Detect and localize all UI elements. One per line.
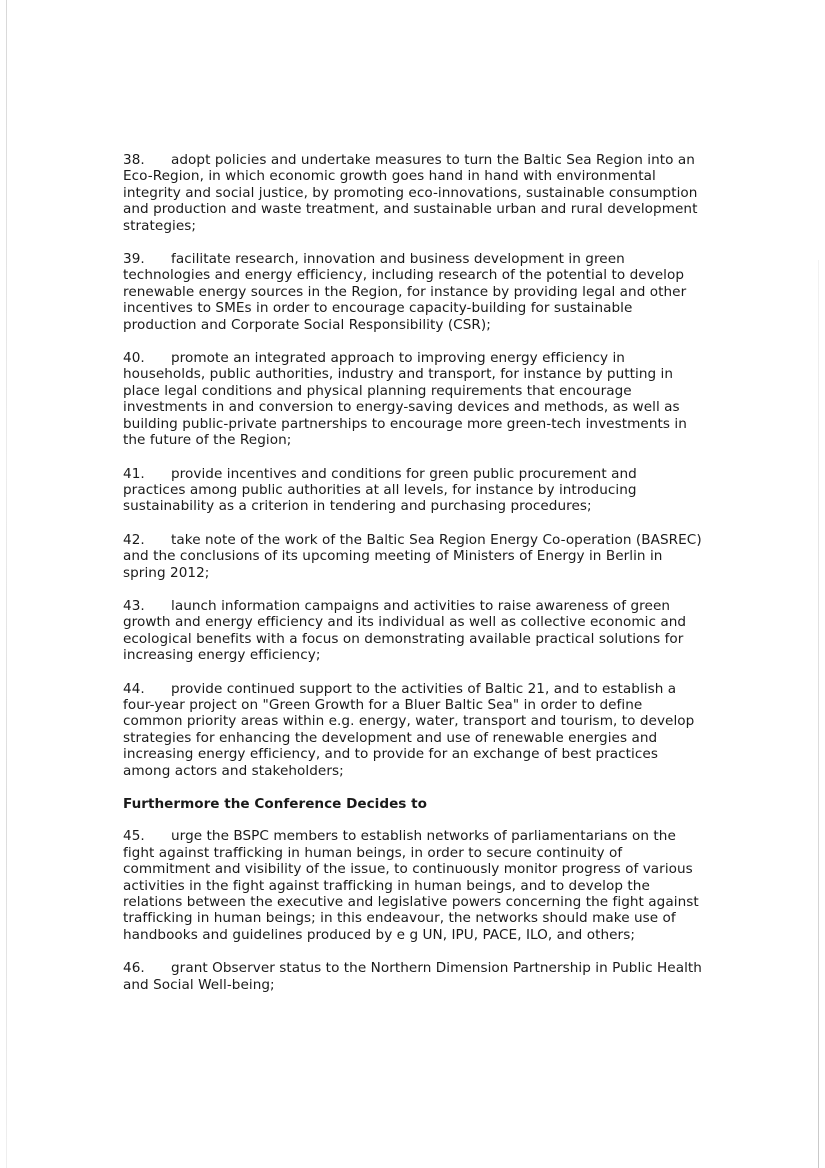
paragraph-text: grant Observer status to the Northern Dimension Partnership in Public Health and Social Well-being; [123,960,702,993]
paragraph-45 [123,828,703,943]
paragraph-43 [123,598,703,664]
paragraph-text: take note of the work of the Baltic Sea Region Energy Co-operation (BASREC) and the conclusions of its upcoming meeting of Ministers of Energy in Berlin in spring 2012; [123,531,702,581]
paragraph-number: 40. [123,350,145,367]
paragraph-text: facilitate research, innovation and business development in green technologies and energy efficiency, including research of the potential to develop renewable energy sources in the Region, for instance by providing legal and other incentives to SMEs in order to encourage capacity-building for sustainable production and Corporate Social Responsibility (CSR); [123,251,687,333]
paragraph-number: 39. [123,251,145,268]
paragraph-text: urge the BSPC members to establish networks of parliamentarians on the fight against trafficking in human beings, in order to secure continuity of commitment and visibility of the issue, to continuously monitor progress of various activities in the fight against trafficking in human beings, and to develop the relations between the executive and legislative powers concerning the fight against trafficking in human beings; in this endeavour, the networks should make use of handbooks and guidelines produced by e g UN, IPU, PACE, ILO, and others; [123,828,699,943]
section-heading: Furthermore the Conference Decides to [123,796,427,812]
paragraph-number: 41. [123,465,145,482]
paragraph-number: 43. [123,597,145,614]
paragraph-text: provide incentives and conditions for green public procurement and practices among public authorities at all levels, for instance by introducing sustainability as a criterion in tendering and purchasing procedures; [123,465,637,515]
document-body [123,152,703,1010]
paragraph-number: 42. [123,531,145,548]
paragraph-39 [123,251,703,333]
paragraph-text: launch information campaigns and activities to raise awareness of green growth and energy efficiency and its individual as well as collective economic and ecological benefits with a focus on demonstrating available practical solutions for increasing energy efficiency; [123,597,687,664]
paragraph-text: provide continued support to the activities of Baltic 21, and to establish a four-year project on "Green Growth for a Bluer Baltic Sea" in order to define common priority areas within e.g. energy, water, transport and tourism, to develop strategies for enhancing the development and use of renewable energies and increasing energy efficiency, and to provide for an exchange of best practices among actors and stakeholders; [123,680,695,779]
scan-edge-left [6,0,7,1168]
paragraph-38 [123,152,703,234]
paragraph-number: 38. [123,152,145,168]
paragraph-46 [123,960,703,993]
paragraph-41 [123,466,703,515]
paragraph-number: 46. [123,960,145,977]
paragraph-42 [123,532,703,581]
paragraph-number: 45. [123,828,145,845]
paragraph-number: 44. [123,680,145,697]
scan-edge-right [818,260,819,1168]
paragraph-text: adopt policies and undertake measures to turn the Baltic Sea Region into an Eco-Region, in which economic growth goes hand in hand with environmental integrity and social justice, by promoting eco-innovations, sustainable consumption and production and waste treatment, and sustainable urban and rural development strategies; [123,152,698,234]
paragraph-40 [123,350,703,448]
paragraph-44 [123,681,703,779]
paragraph-text: promote an integrated approach to improving energy efficiency in households, public authorities, industry and transport, for instance by putting in place legal conditions and physical planning requirements that encourage investments in and conversion to energy-saving devices and methods, as well as building public-private partnerships to encourage more green-tech investments in the future of the Region; [123,350,687,449]
